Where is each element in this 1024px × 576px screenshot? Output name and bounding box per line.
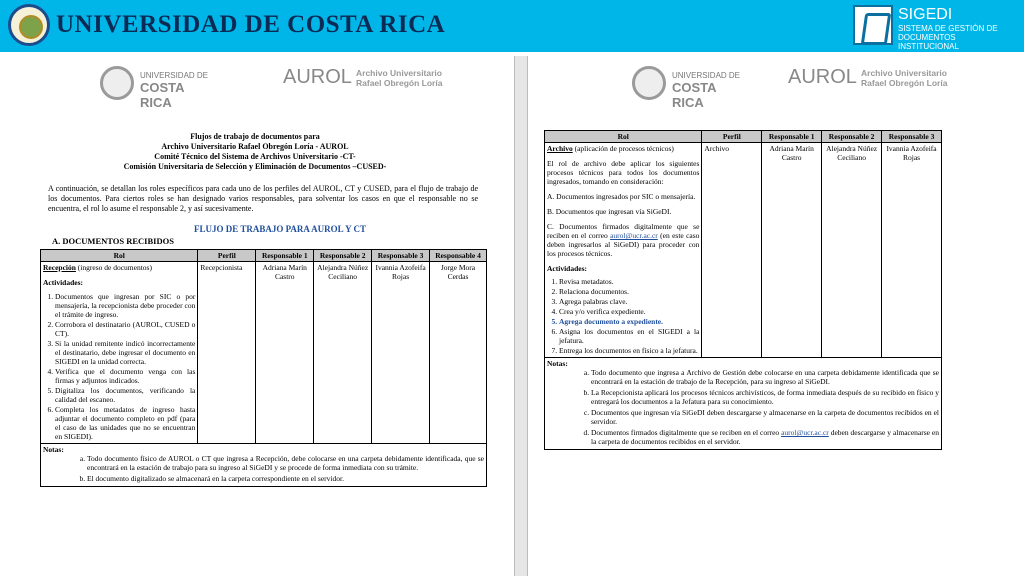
document-page-right <box>528 56 1024 576</box>
notes-row <box>545 358 942 450</box>
list-item: 1. Documentos que ingresan por SIC o por mensajería, la recepcionista debe proceder con el trámite de ingreso. <box>55 292 195 319</box>
list-item: 7. Entrega los documentos en físico a la jefatura. <box>559 346 699 355</box>
workflow-table <box>40 249 487 487</box>
list-item: c. Documentos que ingresan vía SiGeDI deben descargarse y almacenarse en la carpeta de documentos recibidos en el servidor. <box>591 408 939 426</box>
column-header: Rol <box>41 250 198 262</box>
list-item: 5. Agrega documento a expediente. <box>559 317 699 326</box>
page-divider <box>514 56 528 576</box>
column-header: Perfil <box>198 250 256 262</box>
column-header: Responsable 1 <box>256 250 314 262</box>
workflow-table <box>544 130 942 450</box>
notes-cell <box>545 358 942 450</box>
document-heading <box>60 132 450 172</box>
list-item: 3. Agrega palabras clave. <box>559 297 699 306</box>
table-header-row <box>41 250 487 262</box>
column-header: Responsable 2 <box>314 250 372 262</box>
list-item: b. La Recepcionista aplicará los procesos técnicos archivísticos, de forma inmediata después de su recibido en físico y entregará los documentos a la Jefatura para su conocimiento. <box>591 388 939 406</box>
table-header-row <box>545 131 942 143</box>
heading-line: Archivo Universitario Rafael Obregón Loría - AUROL <box>161 142 349 151</box>
note-text: Documentos firmados digitalmente que se reciben en el correo <box>591 428 782 437</box>
activities-list <box>55 292 195 441</box>
list-item: 6. Asigna los documentos en el SIGEDI a la jefatura. <box>559 327 699 345</box>
paragraph-text: (en este caso deben ingresarlos al SiGeDI) para proceder con los procesos técnicos. <box>547 231 700 258</box>
role-title: Archivo <box>547 144 573 153</box>
profile-cell: Recepcionista <box>198 262 256 444</box>
ucr-logo-line2: COSTA RICA <box>672 80 717 110</box>
responsible-cell: Jorge Mora Cerdas <box>430 262 487 444</box>
notes-list <box>87 454 484 483</box>
activities-list <box>559 277 699 355</box>
list-item: 2. Corrobora el destinatario (AUROL, CUSED o CT). <box>55 320 195 338</box>
role-description: (aplicación de procesos técnicos) <box>572 144 674 153</box>
table-row <box>41 262 487 444</box>
notes-cell <box>41 444 487 487</box>
aurol-logo-subtitle: Archivo Universitario Rafael Obregón Loría <box>861 68 948 88</box>
table-row <box>545 143 942 358</box>
paragraph: El rol de archivo debe aplicar los siguientes procesos técnicos para todos los documentos ingresados, tomando en consideración: <box>547 159 700 186</box>
heading-line: Comisión Universitaria de Selección y Eliminación de Documentos –CUSED- <box>123 162 387 171</box>
heading-line: Comité Técnico del Sistema de Archivos Universitario -CT- <box>154 152 356 161</box>
note-text: deben descargarse y almacenarse en la carpeta de documentos recibidos en el servidor. <box>591 428 939 446</box>
profile-cell: Archivo <box>702 143 762 358</box>
ucr-logo <box>632 66 744 110</box>
ucr-logo-line1: UNIVERSIDAD DE <box>140 71 209 80</box>
column-header: Responsable 2 <box>822 131 882 143</box>
ucr-seal-icon <box>100 66 134 100</box>
ucr-logo-line2: COSTA RICA <box>140 80 185 110</box>
list-item: 3. Si la unidad remitente indicó incorrectamente el destinatario, debe ingresar el documento en SIGEDI en la unidad correcta. <box>55 339 195 366</box>
top-banner <box>0 0 1024 52</box>
list-item: 4. Verifica que el documento venga con las firmas y adjuntos indicados. <box>55 367 195 385</box>
responsible-cell: Adriana Marín Castro <box>256 262 314 444</box>
list-item: 4. Crea y/o verifica expediente. <box>559 307 699 316</box>
column-header: Responsable 1 <box>762 131 822 143</box>
activities-label: Actividades: <box>547 264 587 273</box>
responsible-cell: Ivannia Azofeifa Rojas <box>882 143 942 358</box>
role-title: Recepción <box>43 263 76 272</box>
section-heading: A. DOCUMENTOS RECIBIDOS <box>52 236 174 246</box>
notes-row <box>41 444 487 487</box>
column-header: Rol <box>545 131 702 143</box>
ucr-logo <box>100 66 212 110</box>
responsible-cell: Adriana Marín Castro <box>762 143 822 358</box>
paragraph-text: C. Documentos firmados digitalmente que se reciben en el correo <box>547 222 700 240</box>
column-header: Responsable 3 <box>882 131 942 143</box>
ucr-logo-line1: UNIVERSIDAD DE <box>672 71 741 80</box>
notes-list <box>591 368 939 446</box>
role-cell <box>545 143 702 358</box>
aurol-logo-subtitle: Archivo Universitario Rafael Obregón Loría <box>356 68 443 88</box>
heading-line: Flujos de trabajo de documentos para <box>190 132 320 141</box>
column-header: Perfil <box>702 131 762 143</box>
list-item <box>591 428 939 446</box>
role-description: (ingreso de documentos) <box>75 263 152 272</box>
responsible-cell: Alejandra Núñez Ceciliano <box>822 143 882 358</box>
list-item: 6. Completa los metadatos de ingreso hasta adjuntar el documento completo en pdf (para el caso de las unidades que no se encuentran en SIGEDI). <box>55 405 195 441</box>
paragraph: A. Documentos ingresados por SIC o mensajería. <box>547 192 696 201</box>
role-cell <box>41 262 198 444</box>
list-item: 1. Revisa metadatos. <box>559 277 699 286</box>
university-title: UNIVERSIDAD DE COSTA RICA <box>56 11 446 38</box>
column-header: Responsable 3 <box>372 250 430 262</box>
notes-label: Notas: <box>547 359 568 368</box>
notes-label: Notas: <box>43 445 64 454</box>
aurol-logo-text: AUROL <box>788 66 857 88</box>
column-header: Responsable 4 <box>430 250 487 262</box>
paragraph: B. Documentos que ingresan vía SiGeDI. <box>547 207 672 216</box>
paragraph <box>547 222 699 258</box>
email-link[interactable]: aurol@ucr.ac.cr <box>781 428 829 437</box>
ucr-seal-icon <box>8 4 50 46</box>
list-item: 2. Relaciona documentos. <box>559 287 699 296</box>
responsible-cell: Ivannia Azofeifa Rojas <box>372 262 430 444</box>
sigedi-name: SIGEDI <box>898 6 953 23</box>
list-item: b. El documento digitalizado se almacenará en la carpeta correspondiente en el servidor. <box>87 474 484 483</box>
list-item: a. Todo documento que ingresa a Archivo de Gestión debe colocarse en una carpeta debidamente identificada que se encontrará en la estación de trabajo de la Recepción, para su ingreso al SiGeDI. <box>591 368 939 386</box>
sigedi-logo-icon <box>853 5 893 45</box>
responsible-cell: Alejandra Núñez Ceciliano <box>314 262 372 444</box>
activities-label: Actividades: <box>43 278 83 287</box>
list-item: 5. Digitaliza los documentos, verificando la calidad del escaneo. <box>55 386 195 404</box>
aurol-logo-text: AUROL <box>283 66 352 88</box>
ucr-seal-icon <box>632 66 666 100</box>
email-link[interactable]: aurol@ucr.ac.cr <box>610 231 658 240</box>
sigedi-subtitle: SISTEMA DE GESTIÓN DE DOCUMENTOS INSTITUCIONAL <box>898 24 998 51</box>
list-item: a. Todo documento físico de AUROL o CT que ingresa a Recepción, debe colocarse en una carpeta debidamente identificada, que se encontrará en la estación de trabajo para su ingreso al SiGeDI y se procede de forma inmediata con su trámite. <box>87 454 484 472</box>
intro-paragraph: A continuación, se detallan los roles específicos para cada uno de los perfiles del AUROL, CT y CUSED, para el flujo de trabajo de los documentos. Para ciertos roles se han designado varios responsables, para solventar los casos en que el responsable no se encuentra, el rol lo asume el responsable 2, y así sucesivamente. <box>48 184 478 213</box>
document-page-left <box>0 56 514 576</box>
workflow-title: FLUJO DE TRABAJO PARA AUROL Y CT <box>193 224 367 234</box>
